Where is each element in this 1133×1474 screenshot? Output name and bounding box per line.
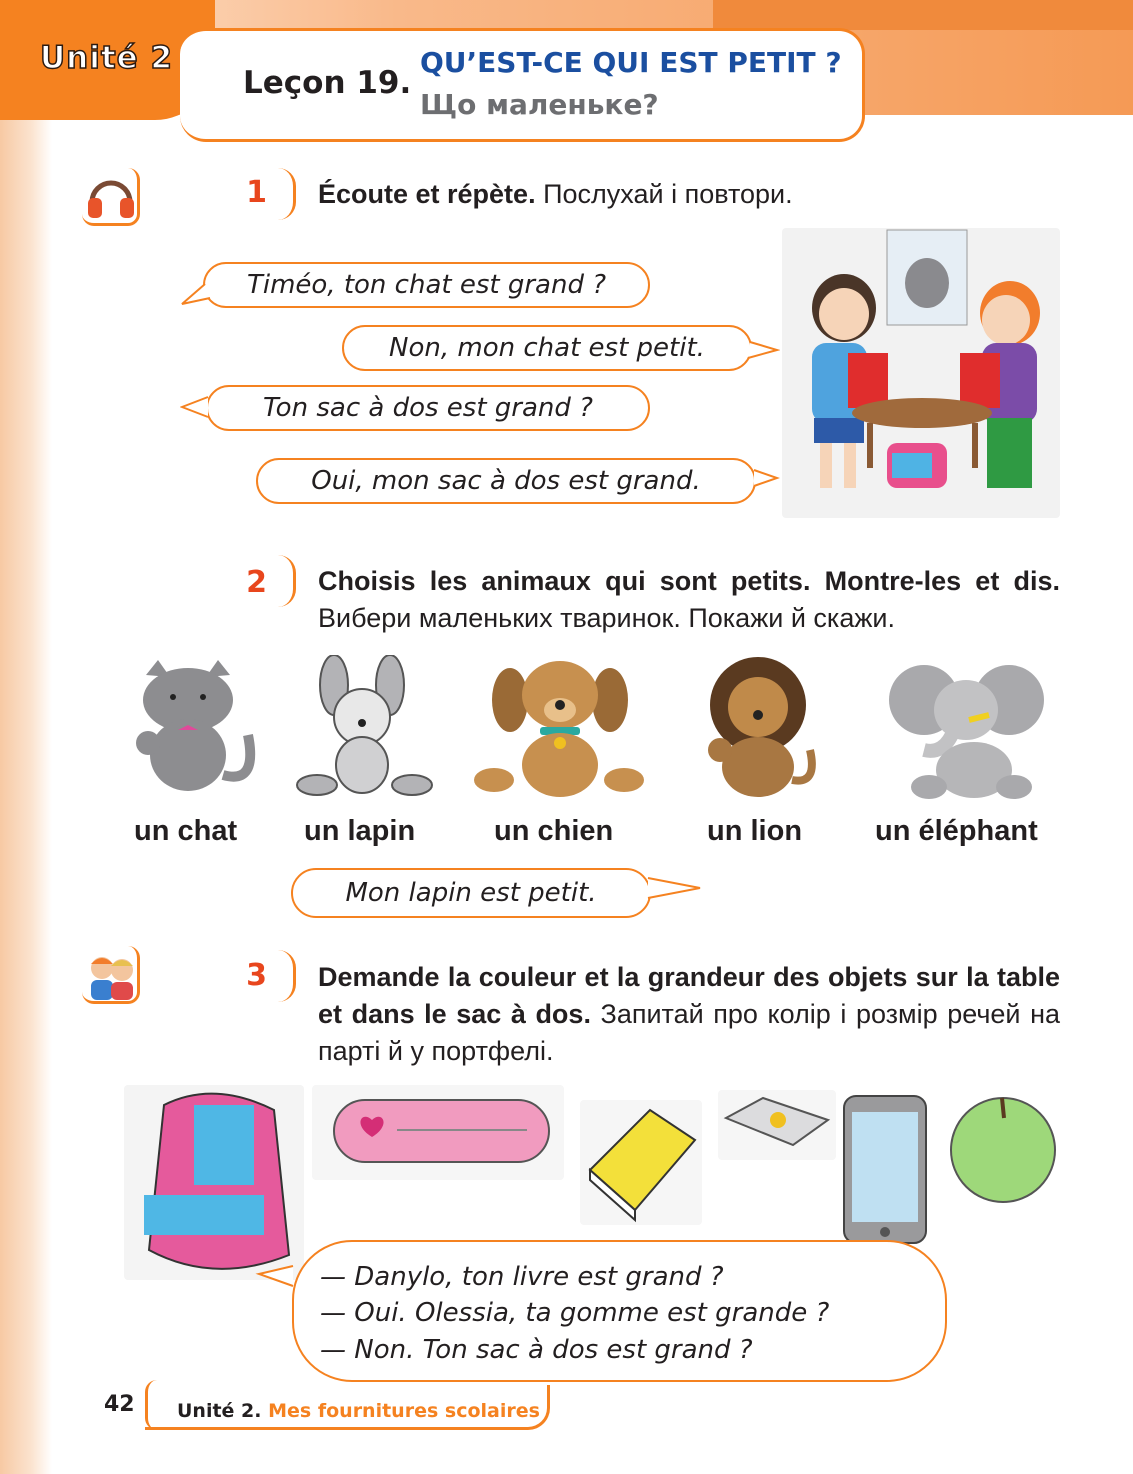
exercise-2-bracket — [278, 555, 296, 607]
dialog-line-3: — Non. Ton sac à dos est grand ? — [320, 1335, 753, 1365]
speech-bubble-3-text: Ton sac à dos est grand ? — [263, 393, 593, 423]
lesson-title-ua: Що маленьке? — [420, 88, 659, 121]
footer-text — [177, 1400, 540, 1422]
exercise-1-bracket — [278, 168, 296, 220]
exercise-3-instruction-fr: Demande la couleur et la grandeur des objets sur la table et dans le sac à dos. — [318, 962, 1060, 1029]
exercise-2-instruction-fr: Choisis les animaux qui sont petits. Montre-les et dis. — [318, 566, 1060, 596]
children-illustration — [782, 228, 1060, 518]
exercise-2-number: 2 — [246, 565, 267, 600]
phone-image — [840, 1092, 930, 1247]
speech-bubble-5-tail — [640, 870, 705, 910]
speech-bubble-4-text: Oui, mon sac à dos est grand. — [311, 466, 701, 496]
dog-toy-image — [472, 655, 647, 805]
exercise-2-instruction-ua: Вибери маленьких тваринок. Покажи й скажи. — [318, 603, 895, 633]
speech-bubble-2-text: Non, mon chat est petit. — [389, 333, 705, 363]
eraser-image — [718, 1090, 836, 1160]
exercise-3-instruction-ua: Запитай про колір і розмір речей на парті й у портфелі. — [318, 999, 1060, 1066]
headphones-icon — [82, 168, 140, 226]
footer-unit: Unité 2. — [177, 1400, 262, 1422]
animal-label-lion: un lion — [707, 815, 803, 847]
speech-bubble-1-text: Timéo, ton chat est grand ? — [246, 270, 607, 300]
exercise-2-instruction — [318, 563, 1060, 637]
animal-label-rabbit: un lapin — [304, 815, 416, 847]
exercise-1-instruction-fr: Écoute et répète. — [318, 179, 536, 209]
exercise-3-bracket — [278, 950, 296, 1002]
apple-image — [944, 1088, 1062, 1206]
cat-toy-image — [118, 655, 266, 805]
animal-label-cat: un chat — [134, 815, 238, 847]
animal-label-elephant: un éléphant — [875, 815, 1038, 847]
dialog-line-2: — Oui. Olessia, ta gomme est grande ? — [320, 1298, 830, 1328]
lesson-number: Leçon 19. — [243, 65, 412, 101]
page-number: 42 — [104, 1392, 135, 1417]
exercise-3-instruction — [318, 959, 1060, 1070]
header-band-accent — [713, 0, 1133, 30]
left-margin-strip — [0, 0, 52, 1474]
elephant-toy-image — [884, 655, 1049, 805]
backpack-image — [124, 1085, 304, 1280]
animal-label-dog: un chien — [494, 815, 614, 847]
unit-title: Unité 2 — [40, 40, 174, 76]
lesson-title-fr: QU’EST-CE QUI EST PETIT ? — [420, 46, 842, 79]
dialog-line-1: — Danylo, ton livre est grand ? — [320, 1262, 724, 1292]
dialog-bubble-tail — [255, 1260, 300, 1300]
pencil-case-image — [312, 1085, 564, 1180]
exercise-1-instruction-ua: Послухай і повтори. — [543, 179, 793, 209]
lion-toy-image — [700, 655, 820, 805]
speech-bubble-5 — [291, 868, 651, 918]
speech-bubble-5-text: Mon lapin est petit. — [345, 878, 597, 908]
pair-work-icon — [82, 946, 140, 1004]
footer-title: Mes fournitures scolaires — [268, 1400, 540, 1422]
speech-bubble-tails — [180, 262, 780, 522]
exercise-1-instruction — [318, 176, 1060, 213]
exercise-1-number: 1 — [246, 175, 267, 210]
rabbit-toy-image — [292, 655, 440, 805]
exercise-3-number: 3 — [246, 958, 267, 993]
book-image — [580, 1100, 702, 1225]
